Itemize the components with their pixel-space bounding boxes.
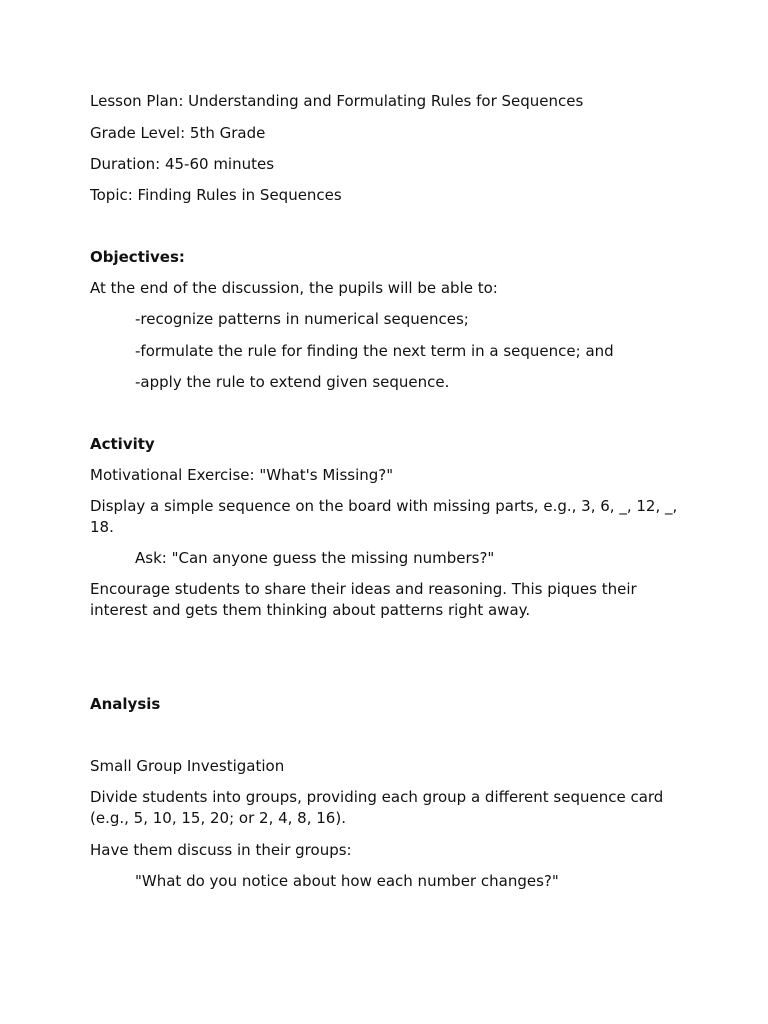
motivational-exercise: Motivational Exercise: "What's Missing?" (90, 466, 394, 484)
duration: Duration: 45-60 minutes (90, 155, 275, 173)
encourage-text: Encourage students to share their ideas and reasoning. This piques their interest and gets them thinking about patterns right away. (90, 580, 637, 619)
divide-groups-text: Divide students into groups, providing each group a different sequence card (e.g., 5, 10, 15, 20; or 2, 4, 8, 16). (90, 788, 664, 827)
lesson-title: Lesson Plan: Understanding and Formulating Rules for Sequences (90, 92, 584, 110)
discussion-question: "What do you notice about how each number changes?" (135, 872, 559, 890)
objective-item: -recognize patterns in numerical sequences; (135, 310, 469, 328)
activity-heading: Activity (90, 435, 155, 453)
objective-item: -apply the rule to extend given sequence. (135, 373, 450, 391)
grade-level: Grade Level: 5th Grade (90, 124, 266, 142)
objectives-heading: Objectives: (90, 248, 185, 266)
display-sequence-text: Display a simple sequence on the board with missing parts, e.g., 3, 6, _, 12, _, 18. (90, 497, 678, 536)
objectives-intro: At the end of the discussion, the pupils will be able to: (90, 279, 498, 297)
ask-question: Ask: "Can anyone guess the missing numbers?" (135, 549, 495, 567)
discuss-text: Have them discuss in their groups: (90, 841, 352, 859)
analysis-heading: Analysis (90, 695, 161, 713)
objective-item: -formulate the rule for finding the next term in a sequence; and (135, 342, 614, 360)
topic: Topic: Finding Rules in Sequences (90, 186, 342, 204)
small-group-investigation: Small Group Investigation (90, 757, 285, 775)
